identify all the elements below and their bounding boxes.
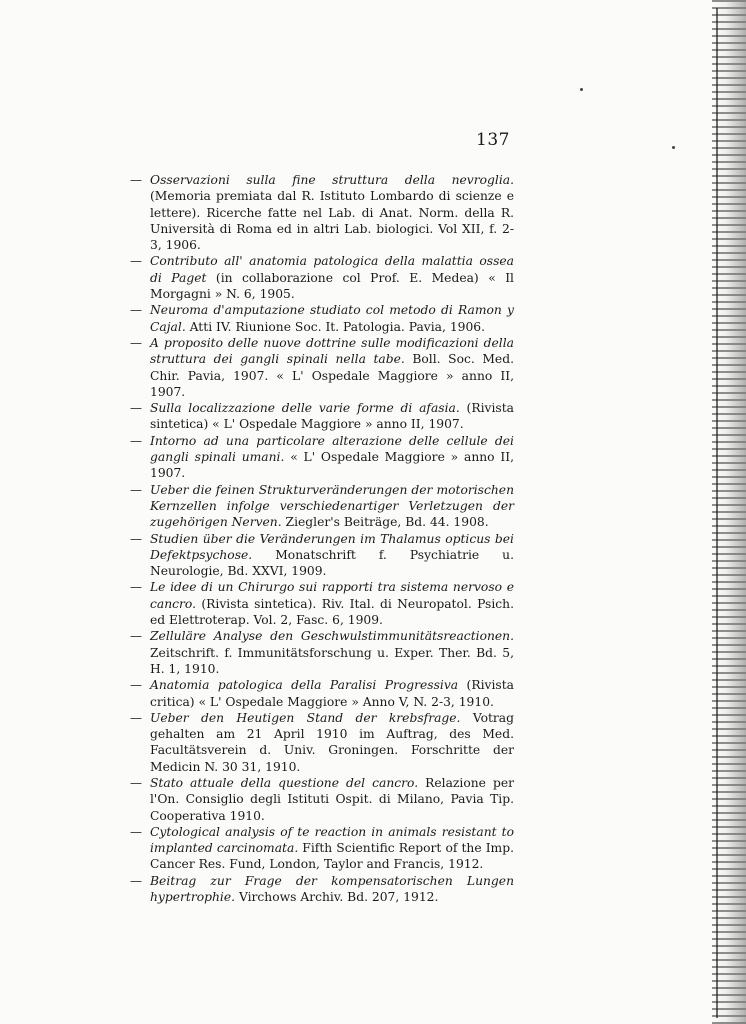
reference-item [130,433,514,482]
reference-item [130,531,514,580]
reference-title: Osservazioni sulla fine struttura della nevroglia. [150,173,514,187]
dash-marker: — [130,173,142,187]
reference-title: Ueber den Heutigen Stand der krebsfrage. [150,710,461,725]
dash-marker: — [130,401,142,416]
dash-marker: — [130,775,142,790]
reference-item [130,710,514,775]
reference-title: A proposito delle nuove dottrine sulle modificazioni della struttura dei gangli spinali nella tabe. [150,335,514,367]
reference-item [130,253,514,302]
reference-item [130,335,514,400]
reference-details: (in collaborazione col Prof. E. Medea) « Il Morgagni » N. 6, 1905. [150,270,514,302]
reference-details: Atti IV. Riunione Soc. It. Patologia. Pavia, 1906. [185,319,486,334]
reference-details: Fifth Scientific Report of the Imp. Cancer Res. Fund, London, Taylor and Francis, 1912. [150,841,514,872]
binding-edge-line [716,8,718,1018]
dash-marker: — [130,531,142,546]
reference-title: Zelluläre Analyse den Geschwulstimmunitätsreactionen. [150,629,514,644]
reference-title: Sulla localizzazione delle varie forme di afasia. [150,401,460,416]
reference-list [130,172,514,905]
dash-marker: — [130,824,142,839]
reference-details: Relazione per l'On. Consiglio degli Istituti Ospit. di Milano, Pavia Tip. Cooperativa 1910. [150,775,514,823]
scan-speck [672,146,675,149]
reference-details: Zeitschrift. f. Immunitätsforschung u. Exper. Ther. Bd. 5, H. 1, 1910. [150,645,514,676]
page-number: 137 [476,130,510,150]
dash-marker: — [130,335,142,350]
scan-speck [580,88,583,91]
reference-item [130,579,514,628]
dash-marker: — [130,254,142,269]
reference-title: Neuroma d'amputazione studiato col metodo di Ramon y Cajal. [150,303,514,334]
reference-title: Intorno ad una particolare alterazione delle cellule dei gangli spinali umani. [150,433,514,465]
reference-title: Anatomia patologica della Paralisi Progressiva [150,678,459,693]
reference-title: Beitrag zur Frage der kompensatorischen Lungen hypertrophie. [150,873,514,905]
dash-marker: — [130,629,142,644]
reference-title: Cytological analysis of te reaction in animals resistant to implanted carcinomata. [150,824,514,856]
reference-details: Votrag gehalten am 21 April 1910 im Auftrag, des Med. Facultätsverein d. Univ. Groningen. Forschritte der Medicin N. 30 31, 1910. [150,710,514,774]
reference-details: Virchows Archiv. Bd. 207, 1912. [235,890,439,905]
reference-item [130,628,514,677]
reference-details: (Rivista sintetica) « L' Ospedale Maggiore » anno II, 1907. [150,401,514,432]
reference-item [130,677,514,710]
reference-title: Le idee di un Chirurgo sui rapporti tra sistema nervoso e cancro. [150,580,514,611]
reference-details: Ziegler's Beiträge, Bd. 44. 1908. [281,515,489,530]
reference-details: (Memoria premiata dal R. Istituto Lombardo di scienze e lettere). Ricerche fatte nel Lab. di Anat. Norm. della R. Università di Roma ed in altri Lab. biologici. Vol XII, f. 2-3, 1906. [150,189,514,253]
reference-item [130,873,514,906]
dash-marker: — [130,580,142,595]
reference-details: Monatschrift f. Psychiatrie u. Neurologie, Bd. XXVI, 1909. [150,547,514,579]
dash-marker: — [130,433,142,448]
dash-marker: — [130,303,142,318]
reference-details: (Rivista sintetica). Riv. Ital. di Neuropatol. Psich. ed Elettroterap. Vol. 2, Fasc. 6, 1909. [150,596,514,628]
reference-details: Boll. Soc. Med. Chir. Pavia, 1907. « L' Ospedale Maggiore » anno II, 1907. [150,352,514,399]
reference-details: (Rivista critica) « L' Ospedale Maggiore » Anno V, N. 2-3, 1910. [150,678,514,709]
reference-details: « L' Ospedale Maggiore » anno II, 1907. [150,450,515,481]
dash-marker: — [130,482,142,497]
reference-item [130,775,514,824]
dash-marker: — [130,678,142,693]
reference-title: Stato attuale della questione del cancro. [150,775,419,790]
reference-item [130,824,514,873]
dash-marker: — [130,873,142,888]
reference-title: Contributo all' anatomia patologica della malattia ossea di Paget [150,254,514,285]
reference-title: Ueber die feinen Strukturveränderungen der motorischen Kernzellen infolge verschiedenartiger Verletzugen der zugehörigen Nerven. [150,482,514,530]
reference-item [130,172,514,253]
reference-item [130,400,514,433]
dash-marker: — [130,710,142,725]
reference-title: Studien über die Veränderungen im Thalamus opticus bei Defektpsychose. [150,531,514,562]
reference-item [130,302,514,335]
reference-item [130,482,514,531]
